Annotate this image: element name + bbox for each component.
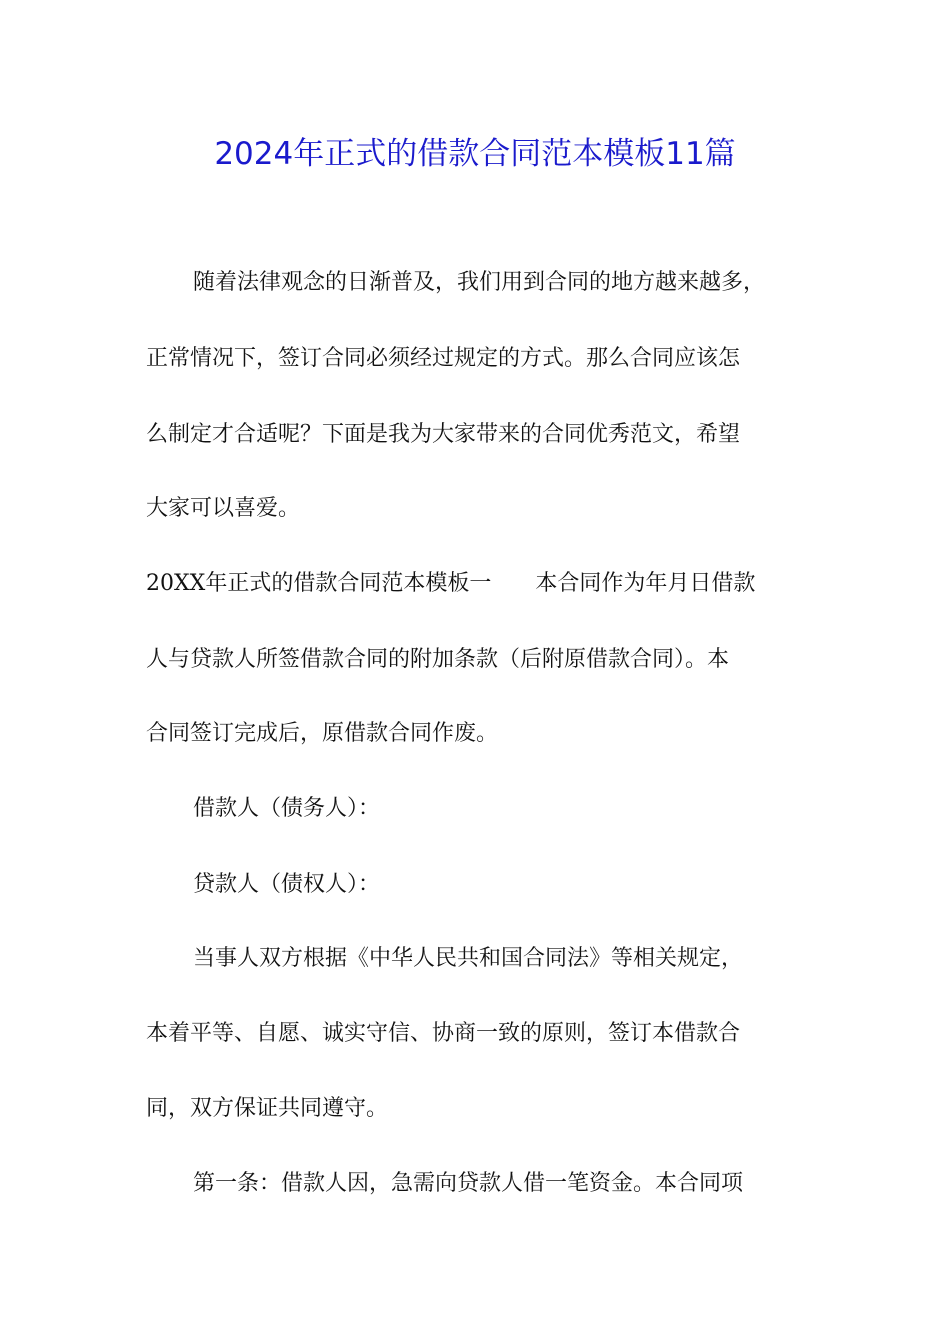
paragraph-line: 人与贷款人所签借款合同的附加条款（后附原借款合同）。本 xyxy=(146,647,730,672)
paragraph-line: 当事人双方根据《中华人民共和国合同法》等相关规定， xyxy=(193,946,744,971)
paragraph-line: 同，双方保证共同遵守。 xyxy=(146,1096,389,1121)
paragraph-line: 大家可以喜爱。 xyxy=(146,496,301,521)
document-title: 2024年正式的借款合同范本模板11篇 xyxy=(214,136,736,172)
paragraph-line: 合同签订完成后，原借款合同作废。 xyxy=(146,721,499,746)
paragraph-line: 正常情况下，签订合同必须经过规定的方式。那么合同应该怎 xyxy=(146,346,741,371)
lender-line: 贷款人（债权人）： xyxy=(193,872,381,897)
paragraph-line: 么制定才合适呢？下面是我为大家带来的合同优秀范文，希望 xyxy=(146,422,741,447)
article-one-line: 第一条：借款人因，急需向贷款人借一笔资金。本合同项 xyxy=(193,1171,744,1196)
borrower-line: 借款人（债务人）： xyxy=(193,796,381,821)
paragraph-line: 随着法律观念的日渐普及，我们用到合同的地方越来越多， xyxy=(193,270,766,295)
paragraph-line: 本着平等、自愿、诚实守信、协商一致的原则，签订本借款合 xyxy=(146,1021,741,1046)
paragraph-line: 20XX年正式的借款合同范本模板一 本合同作为年月日借款 xyxy=(146,571,756,596)
